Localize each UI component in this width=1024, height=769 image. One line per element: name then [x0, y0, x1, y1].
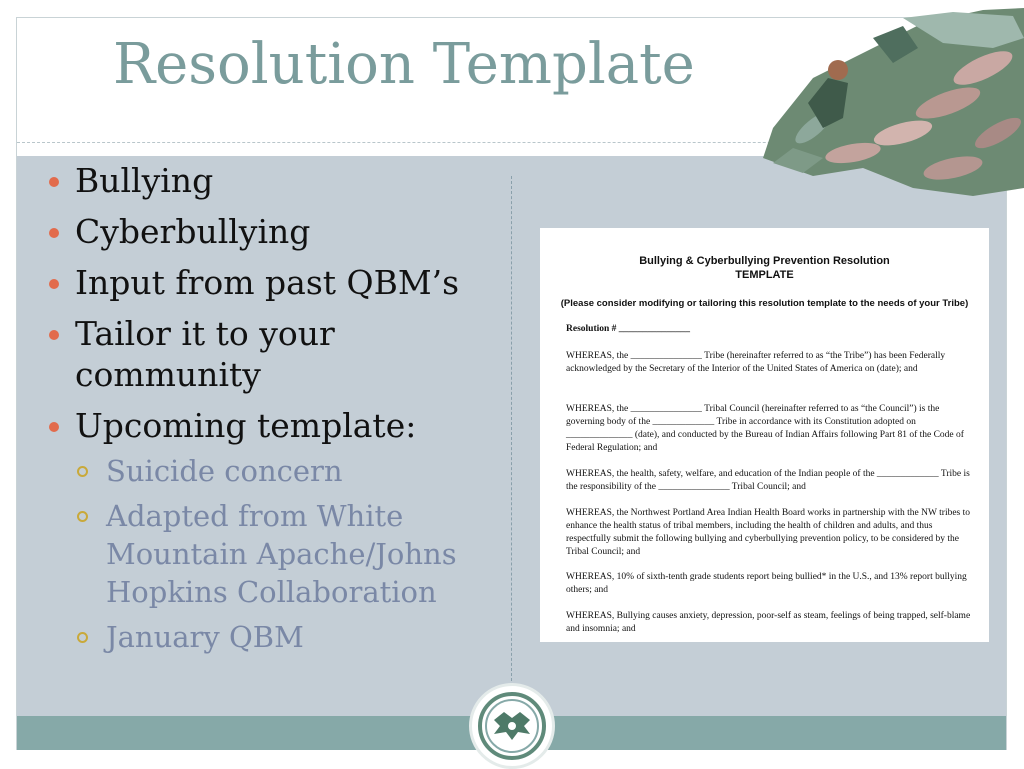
- bullet-text: Upcoming template:: [75, 406, 417, 445]
- bullet-text: Input from past QBM’s: [75, 263, 460, 302]
- document-paragraph: WHEREAS, the _______________ Tribe (hereinafter referred to as “the Tribe”) has been Federally acknowledged by the Secretary of the Interior of the United States of America on (date); and: [566, 351, 946, 374]
- bullet-list: [45, 160, 505, 663]
- document-resolution-number: Resolution # _______________: [566, 324, 691, 334]
- sub-bullet-text: January QBM: [106, 620, 304, 654]
- document-title-line: TEMPLATE: [735, 269, 794, 281]
- bullet-ring-icon: [77, 632, 88, 643]
- sub-bullet-item: [45, 618, 505, 656]
- document-paragraph: WHEREAS, the _______________ Tribal Council (hereinafter referred to as “the Council”) is the governing body of the _____________ Tribe in accordance with its Constitution adopted on ______________ (date), and conducted by the Bureau of Indian Affairs following Part 81 of the Code of Federal Regulation; and: [566, 404, 964, 453]
- bullet-item: [45, 211, 505, 252]
- bullet-dot-icon: [49, 279, 59, 289]
- bullet-text: Tailor it to your community: [75, 314, 335, 394]
- sub-bullet-item: [45, 452, 505, 490]
- logo-center: [507, 721, 517, 731]
- bullet-text: Bullying: [75, 161, 214, 200]
- bullet-item: [45, 405, 505, 446]
- document-subtitle: (Please consider modifying or tailoring this resolution template to the needs of your Tribe): [560, 298, 969, 309]
- bullet-dot-icon: [49, 177, 59, 187]
- bullet-dot-icon: [49, 330, 59, 340]
- document-paragraph: WHEREAS, the Northwest Portland Area Indian Health Board works in partnership with the NW tribes to enhance the health status of tribal members, including the health of children and adults, and thus respectfully submit the following bullying and cyberbullying prevention policy, to be considered by the Tribal Council; and: [566, 508, 971, 557]
- column-divider: [511, 176, 512, 686]
- npaihb-logo-icon: [472, 686, 552, 766]
- bullet-item: [45, 262, 505, 303]
- sub-bullet-text: Suicide concern: [106, 454, 343, 488]
- fish-art-image: [753, 8, 1024, 196]
- resolution-document-image: [540, 228, 989, 642]
- document-paragraph: WHEREAS, 10% of sixth-tenth grade students report being bullied* in the U.S., and 13% report bullying others; and: [566, 572, 967, 595]
- document-title-line: Bullying & Cyberbullying Prevention Resolution: [639, 255, 890, 267]
- bullet-dot-icon: [49, 422, 59, 432]
- bullet-ring-icon: [77, 466, 88, 477]
- footer-logo: [469, 683, 555, 769]
- document-paragraph: WHEREAS, Bullying causes anxiety, depression, poor-self as steam, feelings of being trapped, self-blame and insomnia; and: [566, 611, 971, 634]
- document-paragraph: WHEREAS, the health, safety, welfare, and education of the Indian people of the _____________ Tribe is the responsibility of the _______________ Tribal Council; and: [566, 469, 970, 492]
- slide-title: Resolution Template: [113, 32, 695, 97]
- bullet-text: Cyberbullying: [75, 212, 311, 251]
- document-title: [540, 254, 989, 282]
- fisherman-head: [828, 60, 848, 80]
- bullet-ring-icon: [77, 511, 88, 522]
- bullet-dot-icon: [49, 228, 59, 238]
- bullet-item: [45, 313, 505, 395]
- bullet-item: [45, 160, 505, 201]
- sub-bullet-text: Adapted from White Mountain Apache/Johns Hopkins Collaboration: [106, 499, 457, 609]
- sub-bullet-item: [45, 497, 505, 611]
